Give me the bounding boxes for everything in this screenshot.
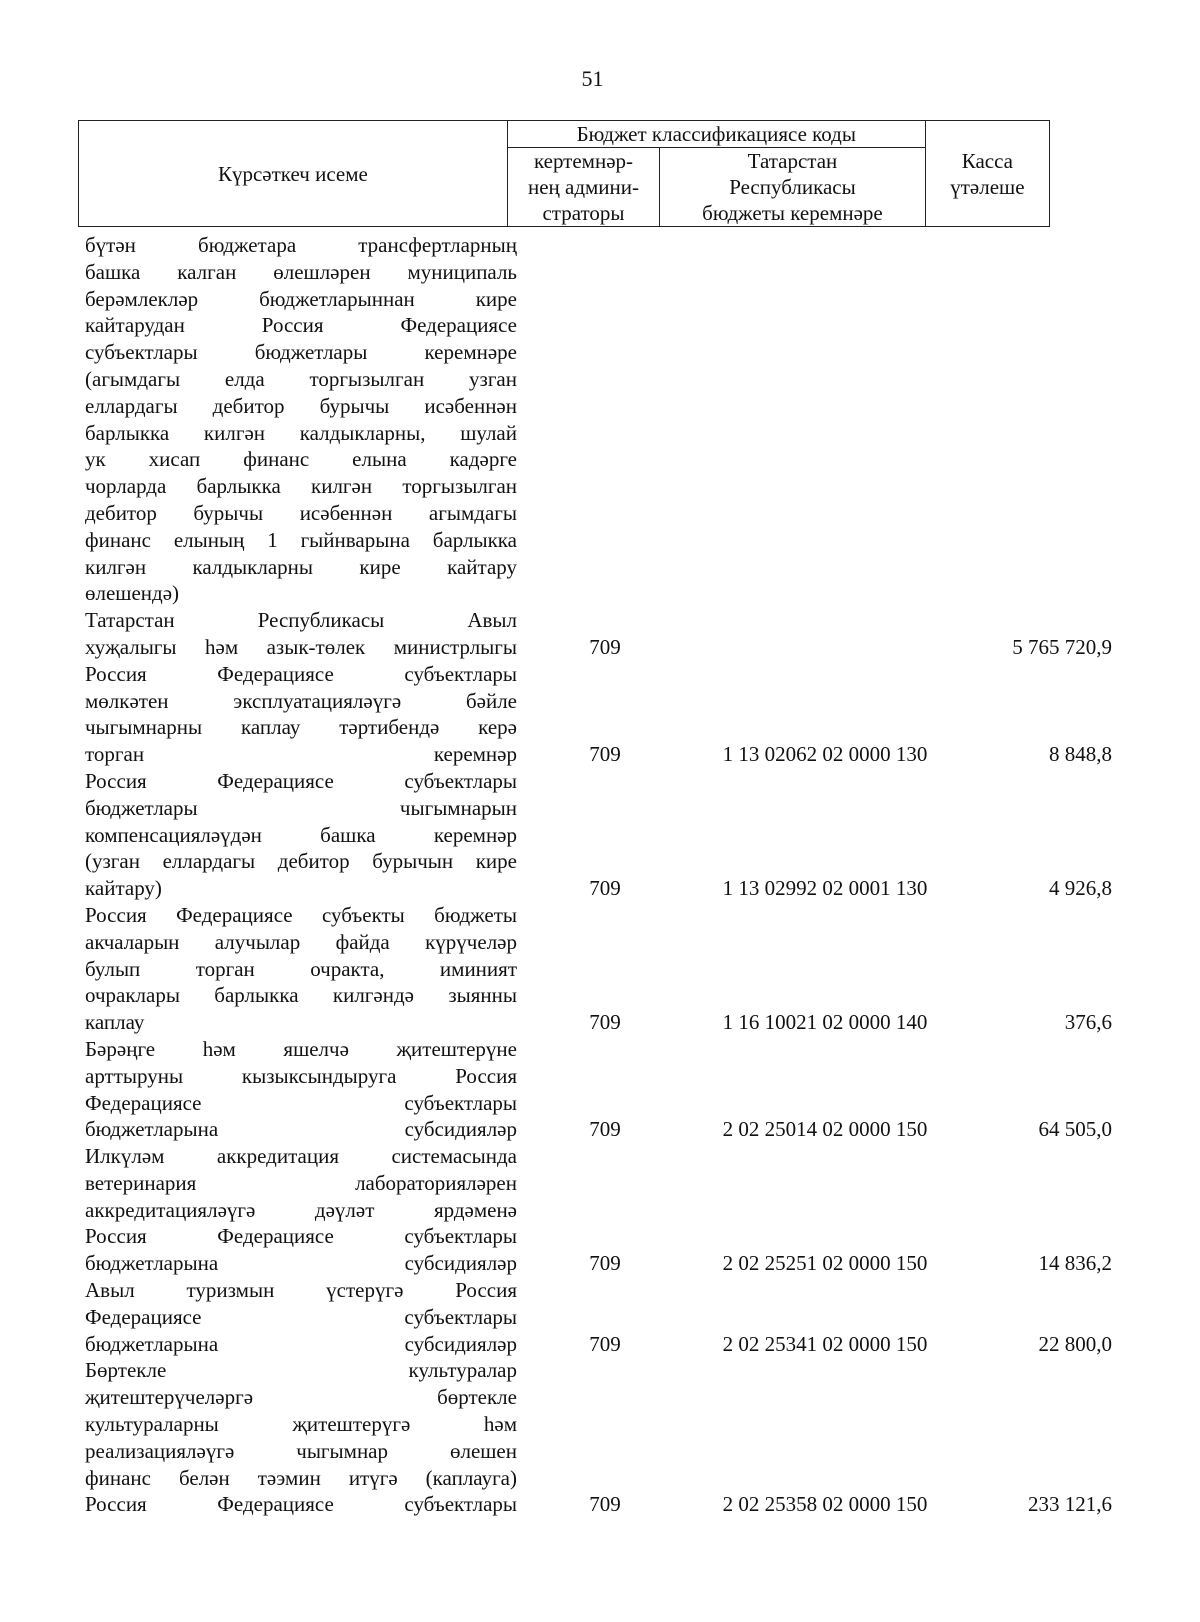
- row-administrator-code: 709: [589, 1492, 621, 1517]
- table-body: [0, 232, 1200, 1518]
- name-line: чорларда барлыкка килгән торгызылган: [85, 474, 517, 499]
- name-line: (узган еллардагы дебитор бурычын кире: [85, 849, 517, 874]
- header-administrators: [507, 148, 659, 227]
- table-row: [0, 661, 1200, 768]
- row-administrator-code: 709: [589, 1010, 621, 1035]
- name-line: бюджетларына субсидияләр: [85, 1251, 517, 1276]
- name-line: аккредитацияләүгә дәүләт ярдәменә: [85, 1197, 517, 1222]
- name-line: каплау: [85, 1010, 145, 1035]
- row-indicator-name: [85, 768, 517, 902]
- name-line: бюджетлары чыгымнарын: [85, 795, 517, 820]
- row-budget-code: 1 13 02992 02 0001 130: [722, 876, 928, 901]
- name-line: субъектлары бюджетлары керемнәре: [85, 340, 517, 365]
- name-line: чыгымнарны каплау тәртибендә керә: [85, 715, 517, 740]
- table-row: [0, 768, 1200, 902]
- name-line: бюджетларына субсидияләр: [85, 1117, 517, 1142]
- row-cash-value: 376,6: [1064, 1010, 1112, 1035]
- name-line: булып торган очракта, иминият: [85, 956, 517, 981]
- name-line: җитештерүчеләргә бөртекле: [85, 1385, 517, 1410]
- header-cash-line: үтәлеше: [950, 174, 1025, 199]
- name-line: башка калган өлешләрен муниципаль: [85, 259, 517, 284]
- row-budget-code: 2 02 25341 02 0000 150: [722, 1331, 928, 1356]
- row-cash-value: 8 848,8: [1049, 742, 1112, 767]
- name-line: акчаларын алучылар файда күрүчеләр: [85, 929, 517, 954]
- row-budget-code: 1 13 02062 02 0000 130: [722, 742, 928, 767]
- header-revenue-line: Татарстан: [747, 149, 838, 173]
- row-administrator-code: 709: [589, 1117, 621, 1142]
- header-admin-line: нең админи-: [527, 175, 640, 199]
- name-line: ветеринария лабораторияләрен: [85, 1170, 517, 1195]
- name-line: Россия Федерациясе субъектлары: [85, 1224, 517, 1249]
- header-budget-codes: Бюджет классификациясе коды: [507, 121, 925, 148]
- name-line: Россия Федерациясе субъекты бюджеты: [85, 902, 517, 927]
- row-cash-value: 5 765 720,9: [1012, 634, 1112, 659]
- header-cash-execution: [925, 121, 1049, 227]
- row-indicator-name: [85, 1357, 517, 1518]
- header-revenue-line: Республикасы: [729, 175, 856, 199]
- name-line: бюджетларына субсидияләр: [85, 1331, 517, 1356]
- header-admin-line: кертемнәр-: [533, 149, 634, 173]
- row-indicator-name: [85, 232, 517, 607]
- name-line: Россия Федерациясе субъектлары: [85, 661, 517, 686]
- row-budget-code: 2 02 25358 02 0000 150: [722, 1492, 928, 1517]
- row-administrator-code: 709: [589, 1331, 621, 1356]
- table-row: [0, 1143, 1200, 1277]
- row-budget-code: 2 02 25014 02 0000 150: [722, 1117, 928, 1142]
- row-cash-value: 64 505,0: [1038, 1117, 1112, 1142]
- table-row: [0, 607, 1200, 661]
- header-revenue-codes: [660, 148, 926, 227]
- name-line: ук хисап финанс елына кадәрге: [85, 447, 517, 472]
- name-line: (агымдагы елда торгызылган узган: [85, 366, 517, 391]
- row-administrator-code: 709: [589, 1251, 621, 1276]
- table-header: [78, 120, 1050, 227]
- row-indicator-name: [85, 1036, 517, 1143]
- row-cash-value: 22 800,0: [1038, 1331, 1112, 1356]
- header-admin-line: страторы: [542, 201, 625, 225]
- name-line: Илкүләм аккредитация системасында: [85, 1144, 517, 1169]
- name-line: культураларны җитештерүгә һәм: [85, 1412, 517, 1437]
- row-indicator-name: [85, 902, 517, 1036]
- name-line: реализацияләүгә чыгымнар өлешен: [85, 1438, 517, 1463]
- name-line: Бәрәңге һәм яшелчә җитештерүне: [85, 1036, 517, 1061]
- row-administrator-code: 709: [589, 742, 621, 767]
- header-indicator-name: Күрсәткеч исеме: [79, 121, 508, 227]
- name-line: торган керемнәр: [85, 742, 517, 767]
- header-cash-line: Касса: [961, 148, 1014, 173]
- row-indicator-name: [85, 661, 517, 768]
- header-revenue-line: бюджеты керемнәре: [702, 201, 883, 225]
- row-cash-value: 233 121,6: [1028, 1492, 1112, 1517]
- table-row: [0, 902, 1200, 1036]
- table-row: [0, 232, 1200, 607]
- name-line: финанс елының 1 гыйнварына барлыкка: [85, 527, 517, 552]
- name-line: финанс белән тәэмин итүгә (каплауга): [85, 1465, 517, 1490]
- name-line: бүтән бюджетара трансфертларның: [85, 233, 517, 257]
- name-line: Федерациясе субъектлары: [85, 1090, 517, 1115]
- name-line: мөлкәтен эксплуатацияләүгә бәйле: [85, 688, 517, 713]
- row-indicator-name: [85, 607, 517, 661]
- row-administrator-code: 709: [589, 876, 621, 901]
- name-line: өлешендә): [85, 581, 180, 606]
- table-row: [0, 1036, 1200, 1143]
- name-line: арттыруны кызыксындыруга Россия: [85, 1063, 517, 1088]
- table-row: [0, 1277, 1200, 1357]
- name-line: Татарстан Республикасы Авыл: [85, 608, 517, 633]
- name-line: хуҗалыгы һәм азык-төлек министрлыгы: [85, 634, 517, 659]
- table-row: [0, 1357, 1200, 1518]
- name-line: Бөртекле культуралар: [85, 1358, 517, 1383]
- row-cash-value: 4 926,8: [1049, 876, 1112, 901]
- row-indicator-name: [85, 1277, 517, 1357]
- name-line: барлыкка килгән калдыкларны, шулай: [85, 420, 517, 445]
- name-line: Федерациясе субъектлары: [85, 1304, 517, 1329]
- name-line: берәмлекләр бюджетларыннан кире: [85, 286, 517, 311]
- name-line: Авыл туризмын үстерүгә Россия: [85, 1278, 517, 1303]
- name-line: кайтарудан Россия Федерациясе: [85, 313, 517, 338]
- row-administrator-code: 709: [589, 634, 621, 659]
- name-line: Россия Федерациясе субъектлары: [85, 1492, 517, 1517]
- name-line: очраклары барлыкка килгәндә зыянны: [85, 983, 517, 1008]
- row-budget-code: 2 02 25251 02 0000 150: [722, 1251, 928, 1276]
- name-line: компенсацияләүдән башка керемнәр: [85, 822, 517, 847]
- name-line: кайтару): [85, 876, 162, 901]
- row-budget-code: 1 16 10021 02 0000 140: [722, 1010, 928, 1035]
- name-line: Россия Федерациясе субъектлары: [85, 768, 517, 793]
- name-line: килгән калдыкларны кире кайтару: [85, 554, 517, 579]
- row-indicator-name: [85, 1143, 517, 1277]
- name-line: еллардагы дебитор бурычы исәбеннән: [85, 393, 517, 418]
- row-cash-value: 14 836,2: [1038, 1251, 1112, 1276]
- name-line: дебитор бурычы исәбеннән агымдагы: [85, 500, 517, 525]
- page-number: 51: [581, 66, 604, 91]
